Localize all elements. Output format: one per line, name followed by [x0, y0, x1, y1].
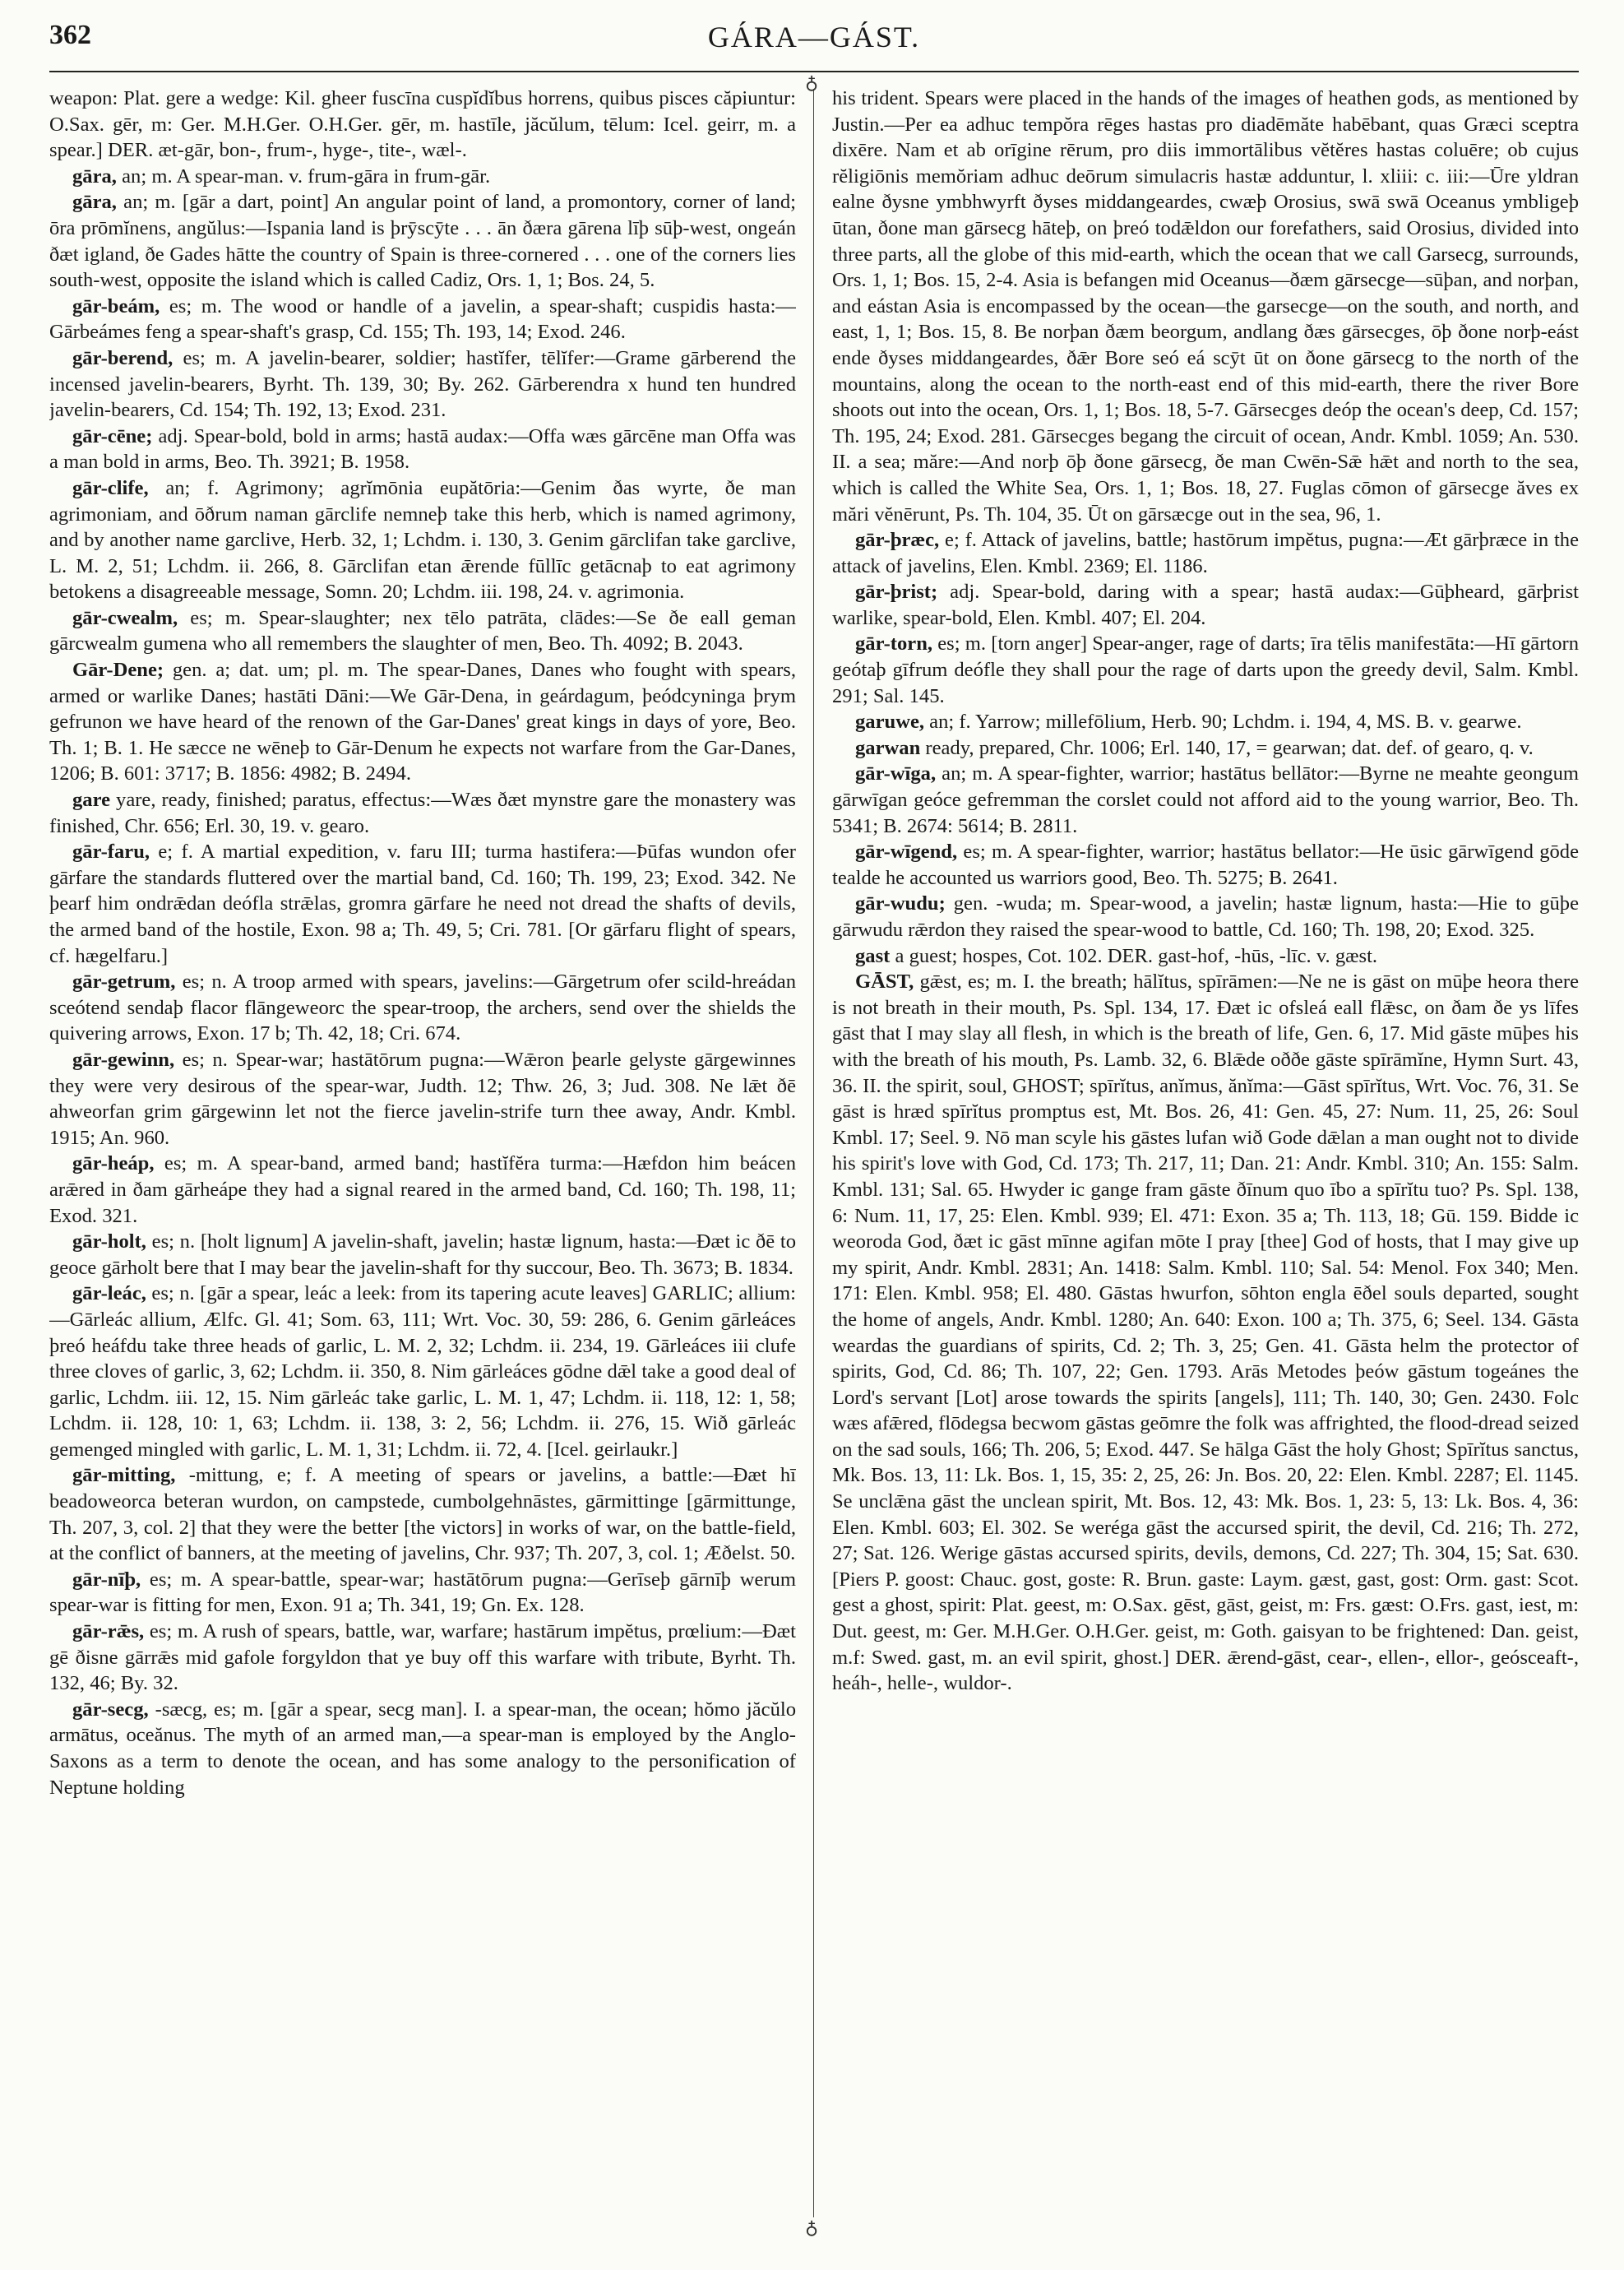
dictionary-entry — [49, 1697, 796, 1800]
dictionary-entry — [49, 424, 796, 475]
left-column — [49, 86, 796, 2232]
dictionary-page — [49, 20, 1579, 2240]
dictionary-entry — [832, 579, 1579, 631]
entry-body: es; m. A spear-battle, spear-war; hastātōrum pugna:—Gerīseþ gārnīþ werum spear-war is fitting for men, Exon. 91 a; Th. 341, 19; Gn. Ex. 128. — [49, 1568, 796, 1617]
entry-body: adj. Spear-bold, daring with a spear; hastā audax:—Gūþheard, gārþrist warlike, spear-bold, Elen. Kmbl. 407; El. 204. — [832, 581, 1579, 629]
dictionary-entry — [49, 969, 796, 1047]
entry-body: es; m. A javelin-bearer, soldier; hastĭfer, tēlĭfer:—Grame gārberend the incensed javelin-bearers, Byrht. Th. 139, 30; By. 262. Gārberendra x hund ten hundred javelin-bearers, Cd. 154; Th. 192, 13; Exod. 231. — [49, 346, 796, 422]
entry-headword: gār-mitting, — [72, 1464, 176, 1487]
entry-headword: gār-cwealm, — [72, 606, 178, 629]
entry-body: an; m. A spear-fighter, warrior; hastātus bellātor:—Byrne ne meahte geongum gārwīgan geóce gefremman the corslet could not afford aid to the young warrior, Beo. Th. 5341; B. 2674: 5614; B. 2811. — [832, 762, 1579, 837]
entry-body: es; m. The wood or handle of a javelin, a spear-shaft; cuspidis hasta:—Gārbeámes feng a spear-shaft's grasp, Cd. 155; Th. 193, 14; Exod. 246. — [49, 294, 796, 344]
entry-body: -sæcg, es; m. [gār a spear, secg man]. I. a spear-man, the ocean; hŏmo jăcŭlo armātus, oceănus. The myth of an armed man,—a spear-man is employed by the Anglo-Saxons as a term to denote the ocean, and has some analogy to the personification of Neptune holding — [49, 1698, 796, 1799]
right-column — [832, 86, 1579, 2232]
entry-headword: gār-clife, — [72, 476, 149, 499]
entry-body: es; n. A troop armed with spears, javelins:—Gārgetrum ofer scild-hreádan sceótend sendaþ flacor flāngeweorc the spear-troop, the archers, send over the shields the quivering arrows, Exon. 17 b; Th. 42, 18; Cri. 674. — [49, 971, 796, 1045]
running-head: GÁRA—GÁST. — [707, 21, 921, 53]
dictionary-entry — [49, 1462, 796, 1566]
entry-headword: gār-þrist; — [855, 581, 938, 604]
entry-headword: gār-berend, — [72, 346, 174, 369]
entry-headword: gār-getrum, — [72, 971, 176, 994]
entry-body: -mittung, e; f. A meeting of spears or javelins, a battle:—Ðæt hī beadoweorca beteran wurdon, on campstede, cumbolgehnāstes, gārmittinge [gārmittunge, Th. 207, 3, col. 2] that they were the better [the victors] in works of war, on the battle-field, at the conflict of banners, at the meeting of javelins, Chr. 937; Th. 207, 3, col. 1; Æðelst. 50. — [49, 1464, 796, 1565]
dictionary-entry — [832, 839, 1579, 891]
dictionary-entry — [49, 605, 796, 657]
dictionary-entry — [832, 969, 1579, 1697]
entry-body: gen. -wuda; m. Spear-wood, a javelin; hastæ lignum, hasta:—Hie to gūþe gārwudu rǣrdon they raised the spear-wood to battle, Cd. 160; Th. 198, 20; Exod. 325. — [832, 892, 1579, 941]
dictionary-entry — [49, 657, 796, 787]
entry-headword: gār-faru, — [72, 841, 150, 864]
dictionary-entry — [49, 1619, 796, 1697]
dictionary-entry — [832, 891, 1579, 943]
dictionary-entry — [49, 1281, 796, 1462]
entry-headword: gār-cēne; — [72, 424, 153, 447]
dictionary-entry — [832, 86, 1579, 527]
dictionary-entry — [832, 527, 1579, 579]
entry-body: es; n. [gār a spear, leác a leek: from its tapering acute leaves] GARLIC; allium:—Gārleác allium, Ælfc. Gl. 41; Som. 63, 111; Wrt. Voc. 30, 59: 286, 6. Genim gārleáces þreó heáfdu take three heads of garlic, L. M. 2, 32; Lchdm. ii. 234, 19. Gārleáces iii clufe three cloves of garlic, 3, 62; Lchdm. ii. 350, 8. Nim gārleáces gōdne dǣl take a good deal of garlic, Lchdm. iii. 12, 15. Nim gārleác take garlic, L. M. 1, 47; Lchdm. ii. 118, 12: 1, 58; Lchdm. ii. 128, 10: 1, 63; Lchdm. ii. 138, 3: 2, 56; Lchdm. ii. 276, 15. Wið gārleác gemenged mingled with garlic, L. M. 1, 31; Lchdm. ii. 72, 4. [Icel. geirlaukr.] — [49, 1282, 796, 1461]
dictionary-entry — [49, 1047, 796, 1151]
column-divider — [813, 89, 814, 2217]
entry-headword: gār-gewinn, — [72, 1048, 175, 1071]
entry-headword: gār-rǣs, — [72, 1620, 145, 1643]
entry-body: es; m. Spear-slaughter; nex tēlo patrāta, clādes:—Se ðe eall geman gārcwealm gumena who all remembers the slaughter of men, Beo. Th. 4092; B. 2043. — [49, 606, 796, 656]
dictionary-entry — [49, 86, 796, 164]
entry-body: adj. Spear-bold, bold in arms; hastā audax:—Offa wæs gārcēne man Offa was a man bold in arms, Beo. Th. 3921; B. 1958. — [49, 424, 796, 474]
entry-headword: gār-wudu; — [855, 892, 946, 915]
entry-body: es; n. [holt lignum] A javelin-shaft, javelin; hastæ lignum, hasta:—Ðæt ic ðē to geoce gārholt bere that I may bear the javelin-shaft for thy succour, Beo. Th. 3673; B. 1834. — [49, 1230, 796, 1279]
entry-body: es; n. Spear-war; hastātōrum pugna:—Wǣron þearle gelyste gārgewinnes they were very desirous of the spear-war, Judth. 12; Thw. 26, 3; Jud. 308. Ne lǣt ðē ahweorfan grim gārgewinn let not the fierce javelin-strife turn thee away, Andr. Kmbl. 1915; An. 960. — [49, 1048, 796, 1149]
entry-body: a guest; hospes, Cot. 102. DER. gast-hof, -hūs, -līc. v. gæst. — [895, 944, 1378, 967]
entry-headword: gast — [855, 944, 891, 967]
entry-headword: gāra, — [72, 164, 117, 188]
entry-headword: gār-wīgend, — [855, 841, 958, 864]
divider-ornament-bottom: ♁ — [805, 2217, 819, 2238]
text-columns — [49, 72, 1579, 2238]
page-header — [49, 20, 1579, 67]
entry-headword: gār-leác, — [72, 1282, 146, 1305]
dictionary-entry — [832, 709, 1579, 735]
entry-headword: gār-nīþ, — [72, 1568, 141, 1591]
entry-headword: gār-torn, — [855, 632, 933, 656]
entry-body: es; m. A spear-band, armed band; hastĭfĕra turma:—Hæfdon him beácen arǣred in ðam gārheápe they had a signal reared in the armed band, Cd. 160; Th. 198, 11; Exod. 321. — [49, 1152, 796, 1227]
entry-headword: garuwe, — [855, 711, 925, 734]
entry-body: an; f. Agrimony; agrĭmōnia eupătōria:—Genim ðas wyrte, ðe man agrimoniam, and ōðrum naman gārclife nemneþ take this herb, which is named agrimony, and by another name garclive, Herb. 32, 1; Lchdm. i. 130, 3. Genim gārclifan take garclive, L. M. 2, 51; Lchdm. ii. 266, 8. Gārclifan etan ǣrende fūllīc getācnaþ to eat agrimony betokens a disagreeable message, Somn. 20; Lchdm. iii. 198, 24. v. agrimonia. — [49, 476, 796, 604]
entry-headword: gare — [72, 789, 110, 812]
entry-headword: gāra, — [72, 191, 117, 214]
entry-body: his trident. Spears were placed in the hands of the images of heathen gods, as mentioned by Justin.—Per ea adhuc tempŏra rēges hastas pro diadēmăte habēbant, quas Græci sceptra dixēre. Nam et ab orīgine rērum, pro diis immortālibus vĕtĕres hastas coluēre; ob cujus rĕligiōnis memŏriam adhuc deōrum simulacris hastæ adduntur, l. xliii: c. iii:—Ūre yldran ealne ðysne ymbhwyrft ðyses middangeardes, cwæþ Orosius, swā swā Oceanus ymbligeþ ūtan, ðone man gārsecg hāteþ, on þreó todǣldon our forefathers, said Orosius, divided into three parts, all the globe of this mid-earth, which the ocean that we call Garsecg, surrounds, Ors. 1, 1; Bos. 15, 2-4. Asia is befangen mid Oceanus—ðæm gārsecge—sūþan, and norþan, and eástan Asia is encompassed by the ocean—the garsecge—on the south, and north, and east, 1, 1; Bos. 15, 8. Be norþan ðæm beorgum, andlang ðæs gārsecges, ōþ ðone norþ-eást ende ðyses middangeardes, ðǣr Bore seó eá scȳt ūt on ðone gārsecg to the north of the mountains, along the ocean to the north-east end of this mid-earth, there the river Bore shoots out into the ocean, Ors. 1, 1; Bos. 18, 5-7. Gārsecges deóp the ocean's deep, Cd. 157; Th. 195, 24; Exod. 281. Gārsecges begang the circuit of ocean, Andr. Kmbl. 1059; An. 530. II. a sea; măre:—And norþ ōþ ðone gārsecg, ðe man Cwēn-Sǣ hǣt and north to the sea, which is called the White Sea, Ors. 1, 1; Bos. 18, 27. Fuglas cōmon of gārsecge ăves ex mări vĕnērunt, Ps. Th. 104, 35. Ūt on gārsæcge out in the sea, 96, 1. — [832, 87, 1579, 526]
dictionary-entry — [49, 787, 796, 839]
dictionary-entry — [832, 631, 1579, 709]
dictionary-entry — [832, 943, 1579, 970]
entry-body: gen. a; dat. um; pl. m. The spear-Danes, Danes who fought with spears, armed or warlike Danes; hastāti Dāni:—We Gār-Dena, in geárdagum, þeódcyninga þrym gefrunon we have heard of the renown of the Gar-Danes' great kings in days of yore, Beo. Th. 1; B. 1. He sæcce ne wēneþ to Gār-Denum he expects not warfare from the Gar-Danes, 1206; B. 601: 3717; B. 1856: 4982; B. 2494. — [49, 659, 796, 785]
dictionary-entry — [832, 735, 1579, 762]
entry-headword: gār-þræc, — [855, 529, 940, 552]
dictionary-entry — [49, 1229, 796, 1281]
entry-body: es; m. [torn anger] Spear-anger, rage of darts; īra tēlis manifestāta:—Hī gārtorn geótaþ gīfrum deófle they shall pour the rage of darts upon the greedy devil, Salm. Kmbl. 291; Sal. 145. — [832, 632, 1579, 707]
divider-ornament-top: ♁ — [805, 72, 819, 93]
dictionary-entry — [49, 839, 796, 969]
entry-headword: gār-secg, — [72, 1698, 149, 1721]
entry-headword: Gār-Dene; — [72, 659, 164, 682]
entry-headword: GĀST, — [855, 971, 914, 994]
entry-headword: garwan — [855, 736, 921, 759]
entry-body: gǣst, es; m. I. the breath; hālĭtus, spīrāmen:—Ne ne is gāst on mūþe heora there is not breath in their mouth, Ps. Spl. 134, 17. Ðæt ic ofsleá eall flǣsc, on ðam ðe ys līfes gāst that I may slay all flesh, in which is the breath of life, Gen. 6, 17. Mid gāste mūþes his with the breath of his mouth, Ps. Lamb. 32, 6. Blǣde oððe gāste spīrāmĭne, Hymn Surt. 43, 36. II. the spirit, soul, GHOST; spīrĭtus, anĭmus, ănĭma:—Gāst spīrĭtus, Wrt. Voc. 76, 31. Se gāst is hræd spīrĭtus promptus est, Mt. Bos. 26, 41: Gen. 45, 27: Num. 11, 25, 26: Soul Kmbl. 17; Seel. 9. Nō man scyle his gāstes lufan wið Gode dǣlan a man ought not to divide his spirit's love with God, Cd. 173; Th. 217, 11; Dan. 21: Andr. Kmbl. 310; An. 155: Salm. Kmbl. 131; Sal. 65. Hwyder ic gange fram gāste ðīnum quo ībo a spīrĭtu tuo? Ps. Spl. 138, 6: Num. 11, 17, 25: Elen. Kmbl. 939; El. 471: Exon. 35 a; Th. 113, 18; Gū. 159. Bidde ic weoroda God, ðæt ic gāst mīnne agifan mōte I pray [thee] God of hosts, that I may give up my spirit, Andr. Kmbl. 2831; An. 1418: Salm. Kmbl. 110; Sal. 54: Menol. Fox 340; Men. 171: Elen. Kmbl. 958; El. 480. Gāstas hwurfon, sōhton engla ēðel souls departed, sought the home of angels, Andr. Kmbl. 1280; An. 640: Exon. 100 a; Th. 375, 6; Seel. 134. Gāsta weardas the guardians of spirits, Cd. 2; Th. 3, 25; Gen. 41. Gāsta helm the protector of spirits, God, Cd. 86; Th. 107, 22; Gen. 1793. Arās Metodes þeów gāstum togeánes the Lord's servant [Lot] arose towards the spirits [angels], 111; Th. 140, 30; Gen. 2430. Folc wæs afǣred, flōdegsa becwom gāstas geōmre the folk was affrighted, the flood-dread seized on the sad souls, 166; Th. 206, 5; Exod. 447. Se hālga Gāst the holy Ghost; Spīrĭtus sanctus, Mk. Bos. 13, 11: Lk. Bos. 1, 15, 35: 2, 25, 26: Jn. Bos. 20, 22: Elen. Kmbl. 2287; El. 1145. Se unclǣna gāst the unclean spirit, Mt. Bos. 12, 43: Mk. Bos. 1, 23: 5, 13: Lk. Bos. 4, 36: Elen. Kmbl. 603; El. 302. Se weréga gāst the accursed spirit, the devil, Cd. 216; Th. 272, 27; Sat. 126. Werige gāstas accursed spirits, devils, demons, Cd. 227; Th. 304, 15; Sat. 630. [Piers P. goost: Chauc. gost, goste: R. Brun. gaste: Laym. gæst, gast, gost: Orm. gast: Scot. gest a ghost, spirit: Plat. geest, m: O.Sax. gēst, gāst, geist, m: Frs. gæst: O.Frs. gast, iest, m: Dut. geest, m: Ger. M.H.Ger. O.H.Ger. geist, m: Goth. gaisyan to be frightened: Dan. geist, m.f: Swed. gast, m. an evil spirit, ghost.] DER. ǣrend-gāst, cear-, ellen-, ellor-, geósceaft-, heáh-, helle-, wuldor-. — [832, 971, 1579, 1695]
dictionary-entry — [49, 345, 796, 424]
entry-headword: gār-heáp, — [72, 1152, 155, 1175]
entry-body: ready, prepared, Chr. 1006; Erl. 140, 17, = gearwan; dat. def. of gearo, q. v. — [925, 736, 1534, 759]
dictionary-entry — [832, 761, 1579, 839]
entry-body: an; m. [gār a dart, point] An angular point of land, a promontory, corner of land; ōra prōmĭnens, angŭlus:—Ispania land is þrȳscȳte . . . ān ðæra gārena līþ sūþ-west, ongeán ðæt igland, ðe Gades hātte the country of Spain is three-cornered . . . one of the corners lies south-west, opposite the island which is called Cadiz, Ors. 1, 1; Bos. 24, 5. — [49, 191, 796, 292]
entry-body: an; f. Yarrow; millefōlium, Herb. 90; Lchdm. i. 194, 4, MS. B. v. gearwe. — [929, 711, 1522, 734]
dictionary-entry — [49, 189, 796, 293]
page-number: 362 — [49, 20, 91, 50]
entry-body: es; m. A rush of spears, battle, war, warfare; hastārum impĕtus, prœlium:—Ðæt gē ðisne gārrǣs mid gafole forgyldon that ye buy off this warfare with tribute, Byrht. Th. 132, 46; By. 32. — [49, 1620, 796, 1695]
entry-body: e; f. Attack of javelins, battle; hastōrum impĕtus, pugna:—Æt gārþræce in the attack of javelins, Elen. Kmbl. 2369; El. 1186. — [832, 529, 1579, 577]
entry-body: yare, ready, finished; paratus, effectus:—Wæs ðæt mynstre gare the monastery was finished, Chr. 656; Erl. 30, 19. v. gearo. — [49, 789, 796, 837]
entry-body: weapon: Plat. gere a wedge: Kil. gheer fuscīna cuspĭdĭbus horrens, quibus pisces căpiuntur: O.Sax. gēr, m: Ger. M.H.Ger. O.H.Ger. gēr, m. hastīle, jăcŭlum, tēlum: Icel. geirr, m. a spear.] DER. æt-gār, bon-, frum-, hyge-, tite-, wæl-. — [49, 87, 796, 162]
entry-headword: gār-beám, — [72, 294, 160, 317]
dictionary-entry — [49, 164, 796, 190]
dictionary-entry — [49, 1151, 796, 1229]
entry-headword: gār-holt, — [72, 1230, 146, 1253]
entry-body: e; f. A martial expedition, v. faru III; turma hastifera:—Þūfas wundon ofer gārfare the standards fluttered over the martial band, Cd. 160; Th. 199, 23; Exod. 342. Ne þearf him ondrǣdan deófla strǣlas, gromra gārfare he need not dread the shafts of devils, the armed band of the hostile, Exon. 98 a; Th. 49, 5; Cri. 781. [Or gārfaru flight of spears, cf. hægelfaru.] — [49, 841, 796, 967]
dictionary-entry — [49, 1567, 796, 1619]
dictionary-entry — [49, 475, 796, 605]
entry-body: an; m. A spear-man. v. frum-gāra in frum-gār. — [122, 164, 491, 188]
entry-headword: gār-wīga, — [855, 762, 937, 785]
entry-body: es; m. A spear-fighter, warrior; hastātus bellator:—He ūsic gārwīgend gōde tealde he accounted us warriors good, Beo. Th. 5275; B. 2641. — [832, 841, 1579, 889]
dictionary-entry — [49, 294, 796, 345]
